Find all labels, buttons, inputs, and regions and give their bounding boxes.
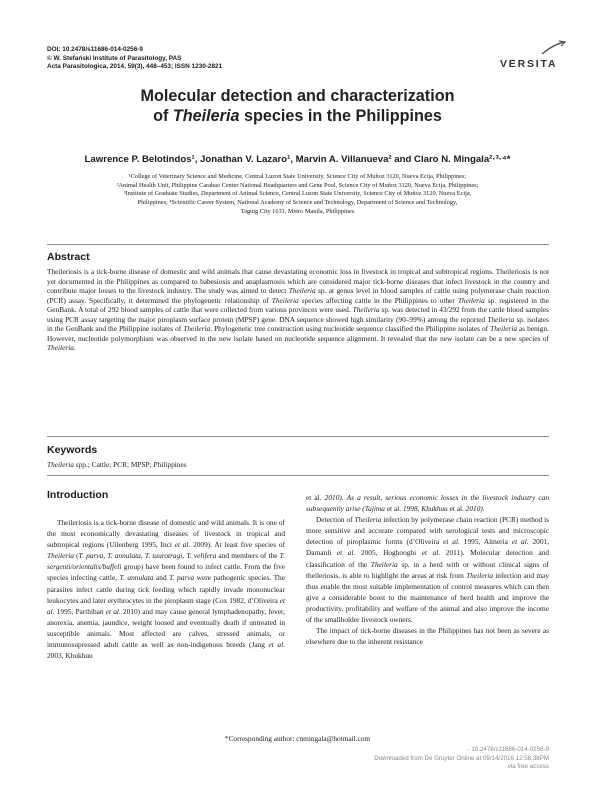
text-run: et al.: [386, 504, 401, 514]
affiliation-line: ²Animal Health Unit, Philippine Carabao Center National Headquarters and Gene Pool, Science City of Muñoz 3120, Nueva Ecija, Philippines;: [116, 181, 479, 189]
section-divider: [47, 244, 549, 245]
italic-term: et al.: [174, 540, 191, 550]
italic-term: et al.: [105, 606, 121, 616]
text-run: 2011). Molecular detection and classification of the: [306, 548, 549, 569]
keywords-list: Theileria spp.; Cattle; PCR; MPSP; Philippines: [47, 460, 187, 469]
text-run: Detection of: [316, 515, 355, 525]
paper-title: [40, 86, 555, 126]
italic-term: Theileria: [466, 570, 494, 580]
title-line-1: Molecular detection and characterization: [140, 87, 455, 105]
italic-term: et al.: [443, 537, 460, 547]
footer-access: via free access: [507, 763, 549, 771]
title-line-2: of Theileria species in the Philippines: [153, 107, 442, 125]
text-run: ,: [103, 551, 108, 561]
intro-paragraph: [306, 625, 549, 647]
italic-term: et al.: [511, 537, 529, 547]
text-run: sp. in a herd with or without clinical signs of theileriosis, is able to highlight the areas at risk from: [306, 559, 549, 580]
text-run: and: [153, 573, 170, 583]
author-list: Lawrence P. Belotindos¹, Jonathan V. Lazaro¹, Marvin A. Villanueva² and Claro N. Mingala²·³·⁴*: [84, 154, 511, 165]
affiliation-line: ¹College of Veterinary Science and Medicine, Central Luzon State University, Science City of Muñoz 3120, Nueva Ecija, Philippines;: [128, 173, 467, 180]
text-run: 1995, Almeria: [459, 537, 512, 547]
text-run: 2009). At least five species of: [190, 540, 285, 550]
italic-term: 2010). As a result, serious economic losses in the livestock industry can subsequently arise (Tajima: [306, 493, 550, 514]
affiliation-line: Taguig City 1631, Metro Manila, Philippines: [240, 207, 355, 215]
italic-term: T. annulata: [119, 573, 154, 583]
text-run: et al.: [306, 493, 322, 502]
text-run: et al.: [449, 504, 464, 514]
affiliations: [44, 173, 551, 217]
affiliation-line: ³Institute of Graduate Studies, Department of Animal Science, Central Luzon State University, Science City of Muñoz 3120, Nueva Ecija,: [123, 190, 472, 198]
italic-term: T. taurotragi: [144, 551, 183, 561]
text-run: 1995, Parthiban: [54, 606, 106, 616]
text-run: ,: [182, 551, 187, 561]
copyright-line: © W. Stefański Institute of Parasitology, PAS: [47, 54, 182, 62]
affiliation-line: Philippines; ⁴Scientific Career System, National Academy of Science and Technology, Department of Science and Technology,: [137, 199, 458, 207]
abstract-text: Theileriosis is a tick-borne disease of domestic and wild animals that cause devastating economic loss in livestock in tropical and subtropical regions. Theileriosis is not yet documented in the Philippines as compared to babesiosis and anaplasmosis which are considered major tick-borne diseases that infect livestock in the country and contribute major losses to the livestock industry. The study was aimed to detect Theileria sp. at genus level in blood samples of cattle using polymerase chain reaction (PCR) assay. Specifically, it determined the phylogenetic relationship of Theileria species affecting cattle in the Philippines to other Theileria sp. registered in the GenBank. A total of 292 blood samples of cattle that were collected from various provinces were used. Theileria sp. was detected in 43/292 from the cattle blood samples using PCR assay targeting the major piroplasm surface protein (MPSP) gene. DNA sequence showed high similarity (90–99%) among the reported Theileria sp. isolates in the GenBank and the Philippine isolates of Theileria. Phylogenetic tree construction using nucleotide sequence classified the Philippine isolates of Theileria as benign. However, nucleotide polymorphism was observed in the new isolate based on nucleotide sequence alignment. It revealed that the new isolate can be a new species of Theileria.: [47, 267, 549, 353]
text-run: were pathogenic species. The parasites infect cattle during tick feeding which rapidly invade mononuclear leukocytes and later erythrocytes in the piroplasm stage (Cox 1982, d’Oliveira: [47, 573, 285, 605]
italic-term: Theileria: [47, 551, 74, 561]
doi-line: DOI: 10.2478/s11686-014-0256-9: [47, 46, 143, 53]
download-footer: [374, 746, 549, 772]
italic-term: Theileria: [370, 559, 398, 569]
italic-term: Theileria: [354, 515, 382, 525]
text-run: Theileriosis is a tick-borne disease of domestic and wild animals. It is one of the most economically devastating diseases of livestock in tropical and subtropical regions (Uilenberg 1995, Inci: [47, 518, 285, 550]
intro-column-2: [306, 492, 549, 647]
text-run: infection and may thus enable the most suitable implementation of control measures which can then give a considerable boost to the maintenance of herd health and improve the productivity, profitability and welfare of the animal and also improve the income of the smallholder livestock owners.: [306, 570, 549, 625]
section-divider: [47, 436, 549, 437]
corresponding-author: *Corresponding author: cnmingala@hotmail.com: [224, 734, 371, 743]
text-run: 2003, Khukhuu: [47, 651, 93, 661]
italic-term: et al.: [47, 595, 285, 616]
italic-term: et al.: [336, 548, 356, 558]
footer-doi: - 10.2478/s11686-014-0256-9: [467, 746, 549, 753]
italic-term: T. sergenti/orientalis/buffeli: [47, 551, 286, 572]
publisher-logo-text: VERSITA: [500, 58, 558, 70]
intro-column-1: [47, 517, 285, 661]
journal-metadata: [47, 46, 222, 72]
footer-downloaded: Downloaded from De Gruyter Online at 09/14/2016 12:56:38PM: [374, 754, 549, 762]
intro-paragraph: [306, 492, 549, 514]
text-run: infection by polymerase chain reaction (PCR) method is more sensitive and accurate compared with serological tests and microscopic detection of piroplasmic forms (d’Oliveira: [306, 515, 549, 547]
text-run: ,: [140, 551, 145, 561]
text-run: The impact of tick-borne diseases in the Philippines has not been as severe as elsewhere due to the inherent resistance: [306, 626, 549, 647]
intro-paragraph: [306, 514, 549, 625]
text-run: 2001, Damanli: [306, 537, 550, 558]
introduction-heading: Introduction: [47, 489, 109, 501]
italic-term: 2010).: [463, 504, 485, 514]
italic-term: 1998, Khukhuu: [401, 504, 450, 514]
text-run: (: [73, 551, 79, 561]
section-divider: [47, 475, 549, 476]
italic-term: T. parva: [78, 551, 104, 561]
italic-term: et al.: [421, 548, 441, 558]
text-run: 2005, Hoghooghi: [355, 548, 422, 558]
text-run: group) have been found to infect cattle. From the five species infecting cattle,: [47, 562, 285, 583]
text-run: 2010) and may cause general lymphadenopathy, fever, anorexia, anemia, jaundice, weight loosed and eventually death if untreated in susceptible animals. Most affected are calves, stressed animals, or immunosupressed adult cattle as well as non-indigenous breeds (Jang: [47, 606, 285, 650]
italic-term: T. velifera: [186, 551, 217, 561]
citation-line: Acta Parasitologica, 2014, 59(3), 448–453; ISSN 1230-2821: [47, 63, 223, 71]
italic-term: et al.: [268, 640, 285, 650]
keywords-heading: Keywords: [47, 444, 98, 456]
italic-term: T. parva: [169, 573, 195, 583]
italic-term: T. annulata: [107, 551, 141, 561]
abstract-heading: Abstract: [47, 251, 90, 263]
text-run: and members of the: [216, 551, 280, 561]
